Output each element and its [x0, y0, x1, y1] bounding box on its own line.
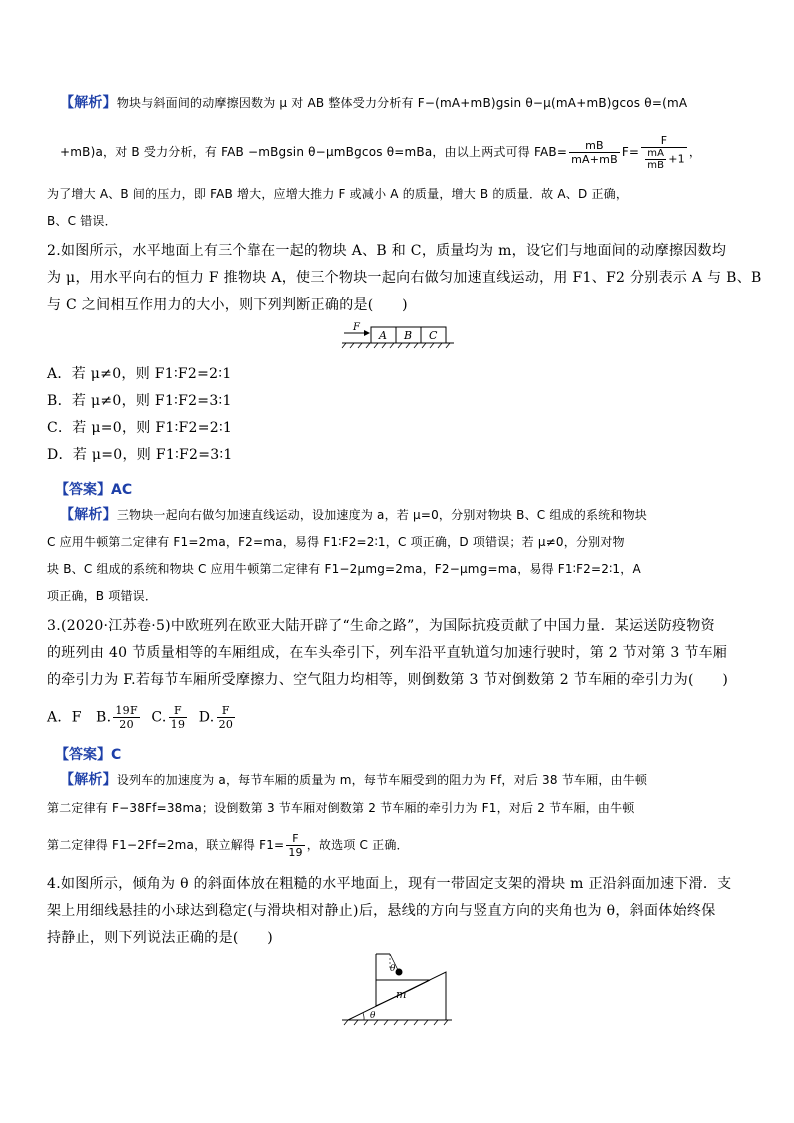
q3-option-a: A．F — [47, 709, 82, 726]
q2-option-a: A．若 μ≠0，则 F1∶F2=2∶1 — [47, 366, 232, 382]
numerator: mA — [645, 148, 666, 160]
q2-analysis-line-2: C 应用牛顿第二定律有 F1=2ma，F2=ma，易得 F1∶F2=2∶1，C 项正确，D 项错误；若 μ≠0，分别对物 — [47, 535, 625, 549]
q3-analysis-line-3 — [47, 832, 409, 859]
numerator: F — [641, 134, 687, 148]
q4-stem-line-1: 4.如图所示，倾角为 θ 的斜面体放在粗糙的水平地面上，现有一带固定支架的滑块 m 正沿斜面加速下滑．支 — [47, 876, 732, 892]
numerator: F — [217, 704, 236, 718]
analysis-line-3: 为了增大 A、B 间的压力，即 FAB 增大，应增大推力 F 或减小 A 的质量，增大 B 的质量．故 A、D 正确， — [47, 187, 629, 201]
q3-analysis-line-2: 第二定律有 F−38Ff=38ma；设倒数第 3 节车厢对倒数第 2 节车厢的牵引力为 F1，对后 2 节车厢，由牛顿 — [47, 801, 635, 815]
block-b-label: B — [404, 329, 413, 342]
q2-stem-line-2: 为 μ，用水平向右的恒力 F 推物块 A，使三个物块一起向右做匀加速直线运动，用 F1、F2 分别表示 A 与 B、B — [47, 270, 762, 286]
q3-stem-line-1: 3.(2020·江苏卷·5)中欧班列在欧亚大陆开辟了“生命之路”，为国际抗疫贡献了中国力量．某运送防疫物资 — [47, 618, 715, 634]
numerator: F — [286, 832, 304, 846]
analysis-text: 设列车的加速度为 a，每节车厢的质量为 m，每节车厢受到的阻力为 Ff，对后 38 节车厢，由牛顿 — [116, 773, 648, 787]
answer-value: AC — [111, 482, 133, 498]
q3-option-c-fraction — [169, 704, 188, 731]
fraction — [569, 139, 620, 166]
analysis-line-1 — [60, 93, 687, 113]
denominator: mA+mB — [571, 153, 618, 166]
analysis-text: 第二定律得 F1−2Ff=2ma，联立解得 F1= — [47, 838, 285, 852]
q3-option-b-label: B. — [96, 709, 112, 726]
q2-answer — [55, 480, 132, 500]
denominator: 20 — [218, 718, 234, 731]
answer-label: 【答案】 — [55, 482, 111, 498]
mass-label: m — [396, 988, 407, 1001]
analysis-line-2 — [60, 134, 701, 171]
q2-stem-line-1: 2.如图所示，水平地面上有三个靠在一起的物块 A、B 和 C，质量均为 m，设它们与地面间的动摩擦因数均 — [47, 243, 727, 259]
q2-figure-blocks — [340, 322, 458, 352]
ground-hatching — [342, 343, 450, 348]
angle-label-top: θ — [390, 964, 396, 974]
q3-option-d-fraction — [217, 704, 236, 731]
angle-label-bottom: θ — [370, 1011, 376, 1021]
q3-option-b-fraction — [113, 704, 140, 731]
analysis-text: F= — [621, 145, 640, 159]
analysis-line-4: B、C 错误． — [47, 214, 117, 228]
analysis-text: 物块与斜面间的动摩擦因数为 μ 对 AB 整体受力分析有 F−(mA+mB)gsin θ−μ(mA+mB)gcos θ=(mA — [116, 96, 688, 110]
answer-value: C — [111, 747, 122, 763]
answer-label: 【答案】 — [55, 747, 111, 763]
q4-figure-incline — [340, 950, 456, 1026]
denominator: 20 — [119, 718, 134, 731]
q3-answer — [55, 745, 121, 765]
q3-stem-line-2: 的班列由 40 节质量相等的车厢组成，在车头牵引下，列车沿平直轨道匀加速行驶时，第 2 节对第 3 节车厢 — [47, 645, 728, 661]
q2-analysis-line-1 — [60, 505, 647, 525]
fraction — [641, 134, 687, 171]
q4-stem-line-3: 持静止，则下列说法正确的是( ) — [47, 930, 274, 946]
analysis-label: 【解析】 — [60, 95, 117, 111]
force-label: F — [353, 322, 360, 333]
q3-stem-line-3: 的牵引力为 F.若每节车厢所受摩擦力、空气阻力均相等，则倒数第 3 节对倒数第 2 节车厢的牵引力为( ) — [47, 672, 729, 688]
analysis-text: +mB)a，对 B 受力分析，有 FAB −mBgsin θ−μmBgcos θ=mBa，由以上两式可得 FAB= — [60, 145, 568, 159]
denominator: 19 — [170, 718, 186, 731]
hanging-ball — [396, 969, 403, 976]
q2-option-d: D．若 μ=0，则 F1∶F2=3∶1 — [47, 447, 233, 463]
denominator: 19 — [288, 846, 303, 859]
angle-arc — [363, 1013, 364, 1020]
denominator-tail: +1 — [668, 152, 685, 166]
q4-stem-line-2: 架上用细线悬挂的小球达到稳定(与滑块相对静止)后，悬线的方向与竖直方向的夹角也为 θ，斜面体始终保 — [47, 903, 716, 919]
block-a-label: A — [379, 329, 387, 342]
numerator: 19F — [115, 704, 138, 717]
ground-hatching — [344, 1020, 448, 1025]
q2-analysis-line-4: 项正确，B 项错误． — [47, 589, 158, 603]
denominator: mB — [647, 160, 665, 171]
analysis-text: ，故选项 C 正确． — [306, 838, 409, 852]
nested-fraction — [645, 148, 666, 171]
q2-option-c: C．若 μ=0，则 F1∶F2=2∶1 — [47, 420, 233, 436]
q3-analysis-line-1 — [60, 770, 647, 790]
block-c-label: C — [429, 329, 438, 342]
fraction — [286, 832, 304, 859]
q3-option-d-label: D. — [198, 709, 215, 726]
q3-option-c-label: C. — [151, 709, 167, 726]
analysis-label: 【解析】 — [60, 507, 117, 523]
q2-stem-line-3: 与 C 之间相互作用力的大小，则下列判断正确的是( ) — [47, 297, 408, 313]
q2-option-b: B．若 μ≠0，则 F1∶F2=3∶1 — [47, 393, 232, 409]
denominator — [641, 148, 687, 171]
numerator: F — [169, 704, 188, 718]
analysis-label: 【解析】 — [60, 772, 117, 788]
analysis-text: ， — [688, 145, 702, 159]
q2-analysis-line-3: 块 B、C 组成的系统和物块 C 应用牛顿第二定律有 F1−2μmg=2ma，F2−μmg=ma，易得 F1∶F2=2∶1，A — [47, 562, 641, 576]
numerator: mB — [569, 139, 620, 153]
q3-options — [47, 704, 237, 731]
analysis-text: 三物块一起向右做匀加速直线运动，设加速度为 a，若 μ=0，分别对物块 B、C 组成的系统和物块 — [116, 508, 647, 522]
